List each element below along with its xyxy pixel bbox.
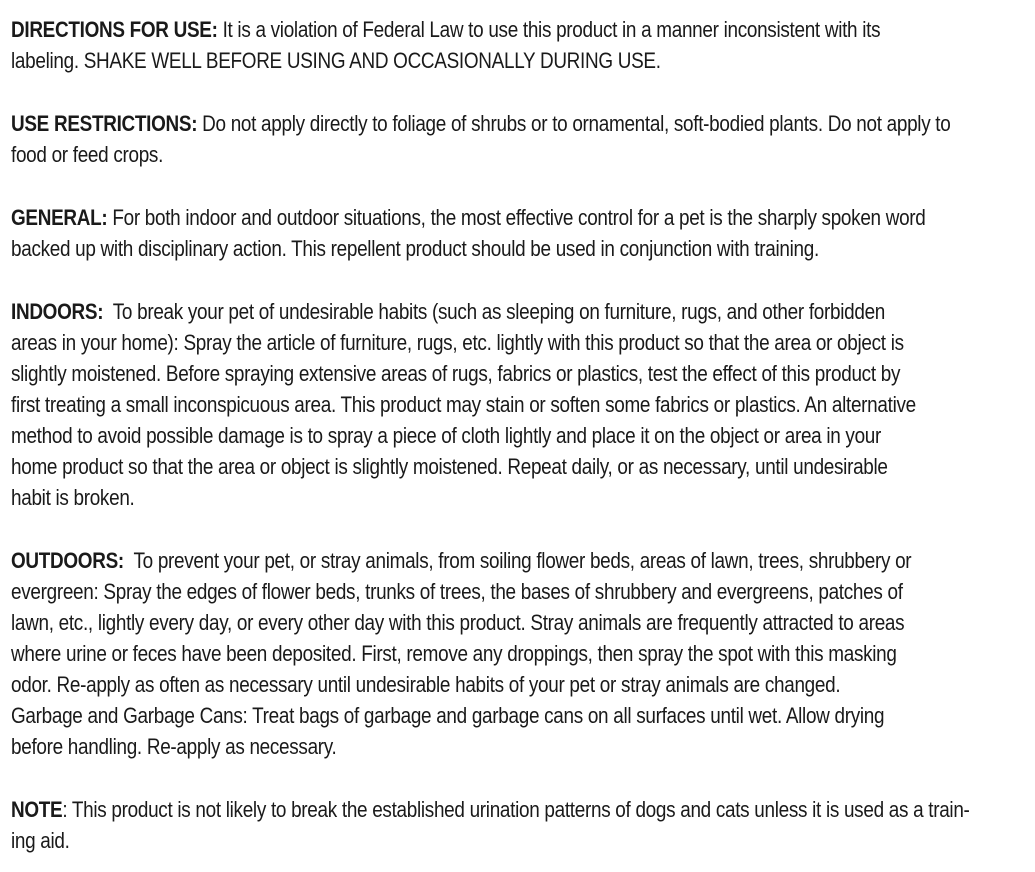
text-line: backed up with disciplinary action. This repellent product should be used in conjunction with training. xyxy=(11,236,819,261)
section-heading: OUTDOORS: xyxy=(11,548,124,573)
section-heading: INDOORS: xyxy=(11,299,104,324)
section-general xyxy=(11,202,1035,264)
text-line xyxy=(11,202,926,233)
text-line xyxy=(11,14,892,45)
section-heading: USE RESTRICTIONS: xyxy=(11,111,198,136)
paragraph-spacer xyxy=(11,762,1035,794)
text-line: habit is broken. xyxy=(11,485,135,510)
section-heading: GENERAL: xyxy=(11,205,108,230)
text-line: ing aid. xyxy=(11,828,70,853)
text-line: slightly moistened. Before spraying extensive areas of rugs, fabrics or plastics, test the effect of this product by xyxy=(11,361,901,386)
section-indoors xyxy=(11,296,1035,513)
text-line: method to avoid possible damage is to spray a piece of cloth lightly and place it on the object or area in your xyxy=(11,423,882,448)
text-line: evergreen: Spray the edges of flower beds, trunks of trees, the bases of shrubbery and evergreens, patches of xyxy=(11,579,903,604)
label-directions-document xyxy=(11,14,1035,856)
text-line: food or feed crops. xyxy=(11,142,164,167)
section-directions-for-use xyxy=(11,14,1035,76)
text-line xyxy=(11,545,912,576)
section-text: To prevent your pet, or stray animals, from soiling flower beds, areas of lawn, trees, shrubbery or xyxy=(123,548,912,573)
text-line: first treating a small inconspicuous area. This product may stain or soften some fabrics or plastics. An alternative xyxy=(11,392,916,417)
section-heading: NOTE xyxy=(11,797,63,822)
text-line: lawn, etc., lightly every day, or every other day with this product. Stray animals are frequently attracted to areas xyxy=(11,610,905,635)
section-note xyxy=(11,794,1035,856)
text-line: Garbage and Garbage Cans: Treat bags of garbage and garbage cans on all surfaces until wet. Allow drying xyxy=(11,703,885,728)
paragraph-spacer xyxy=(11,76,1035,108)
paragraph-spacer xyxy=(11,513,1035,545)
section-use-restrictions xyxy=(11,108,1035,170)
text-line: where urine or feces have been deposited. First, remove any droppings, then spray the spot with this masking xyxy=(11,641,897,666)
text-line: home product so that the area or object is slightly moistened. Repeat daily, or as necessary, until undesirable xyxy=(11,454,888,479)
section-text: : This product is not likely to break the established urination patterns of dogs and cats unless it is used as a train- xyxy=(62,797,970,822)
text-line xyxy=(11,794,970,825)
text-line: odor. Re-apply as often as necessary until undesirable habits of your pet or stray animals are changed. xyxy=(11,672,841,697)
text-line xyxy=(11,108,951,139)
paragraph-spacer xyxy=(11,170,1035,202)
section-text: Do not apply directly to foliage of shrubs or to ornamental, soft-bodied plants. Do not apply to xyxy=(197,111,951,136)
text-line: areas in your home): Spray the article of furniture, rugs, etc. lightly with this product so that the area or object is xyxy=(11,330,904,355)
section-heading: DIRECTIONS FOR USE: xyxy=(11,17,218,42)
text-line: before handling. Re-apply as necessary. xyxy=(11,734,337,759)
section-text: To break your pet of undesirable habits (such as sleeping on furniture, rugs, and other forbidden xyxy=(103,299,886,324)
section-outdoors xyxy=(11,545,1035,762)
text-line: labeling. SHAKE WELL BEFORE USING AND OCCASIONALLY DURING USE. xyxy=(11,48,661,73)
text-line xyxy=(11,296,892,327)
paragraph-spacer xyxy=(11,264,1035,296)
section-text: For both indoor and outdoor situations, the most effective control for a pet is the sharply spoken word xyxy=(107,205,926,230)
section-text: It is a violation of Federal Law to use this product in a manner inconsistent with its xyxy=(217,17,881,42)
